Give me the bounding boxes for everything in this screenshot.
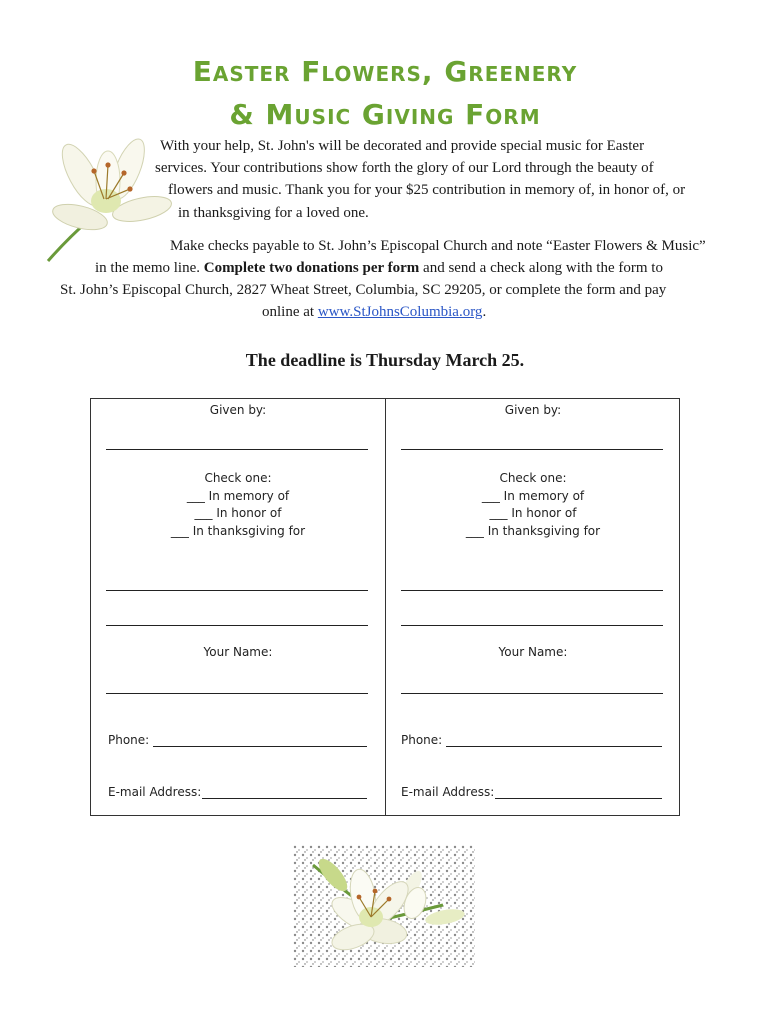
instructions-line-2	[95, 258, 663, 278]
email-field[interactable]	[495, 798, 662, 799]
lily-flower-icon	[42, 135, 172, 265]
website-link[interactable]: www.StJohnsColumbia.org	[317, 304, 483, 320]
email-field[interactable]	[202, 798, 367, 799]
in-honor-option[interactable]: ___ In honor of	[194, 506, 282, 520]
in-honor-option[interactable]: ___ In honor of	[489, 506, 577, 520]
your-name-field[interactable]	[106, 693, 368, 694]
honoree-name-field[interactable]	[401, 590, 663, 591]
given-by-label: Given by:	[504, 403, 562, 417]
in-memory-option[interactable]: ___ In memory of	[186, 489, 290, 503]
honoree-name-field-2[interactable]	[401, 625, 663, 626]
email-label: E-mail Address:	[401, 785, 495, 799]
check-one-label: Check one:	[499, 471, 567, 485]
in-thanksgiving-option[interactable]: ___ In thanksgiving for	[170, 524, 306, 538]
given-by-field[interactable]	[401, 449, 663, 450]
in-memory-option[interactable]: ___ In memory of	[481, 489, 585, 503]
donation-column-2	[386, 399, 680, 815]
intro-text-line-1: With your help, St. John's will be decorated and provide special music for Easter	[160, 138, 645, 154]
instructions-line-2-start: in the memo line.	[95, 260, 204, 276]
phone-label: Phone:	[108, 733, 150, 747]
phone-label: Phone:	[401, 733, 443, 747]
given-by-label: Given by:	[209, 403, 267, 417]
email-label: E-mail Address:	[108, 785, 202, 799]
your-name-label: Your Name:	[498, 645, 568, 659]
instructions-line-4-end: .	[482, 304, 487, 320]
intro-text-line-4: in thanksgiving for a loved one.	[178, 205, 369, 221]
instructions-line-2-end: and send a check along with the form to	[419, 260, 663, 276]
title-line-2: & Music Giving Form	[229, 98, 541, 131]
honoree-name-field[interactable]	[106, 590, 368, 591]
instructions-line-4-start: online at	[262, 304, 318, 320]
check-one-label: Check one:	[204, 471, 272, 485]
instructions-line-3: St. John’s Episcopal Church, 2827 Wheat Street, Columbia, SC 29205, or complete the form and pay	[60, 282, 667, 298]
your-name-field[interactable]	[401, 693, 663, 694]
in-thanksgiving-option[interactable]: ___ In thanksgiving for	[465, 524, 601, 538]
instructions-line-4	[262, 302, 486, 322]
donation-form	[90, 398, 680, 816]
honoree-name-field-2[interactable]	[106, 625, 368, 626]
title-line-1: Easter Flowers, Greenery	[192, 55, 578, 88]
phone-field[interactable]	[446, 746, 662, 747]
phone-field[interactable]	[153, 746, 367, 747]
donation-column-1	[91, 399, 385, 815]
intro-text-line-2: services. Your contributions show forth the glory of our Lord through the beauty of	[155, 160, 654, 176]
deadline-heading: The deadline is Thursday March 25.	[245, 350, 525, 370]
instructions-emphasis: Complete two donations per form	[203, 260, 420, 276]
given-by-field[interactable]	[106, 449, 368, 450]
instructions-line-1: Make checks payable to St. John’s Episcopal Church and note “Easter Flowers & Music”	[170, 238, 706, 254]
your-name-label: Your Name:	[203, 645, 273, 659]
lily-bouquet-icon	[293, 845, 475, 967]
intro-text-line-3: flowers and music. Thank you for your $25 contribution in memory of, in honor of, or	[168, 182, 686, 198]
